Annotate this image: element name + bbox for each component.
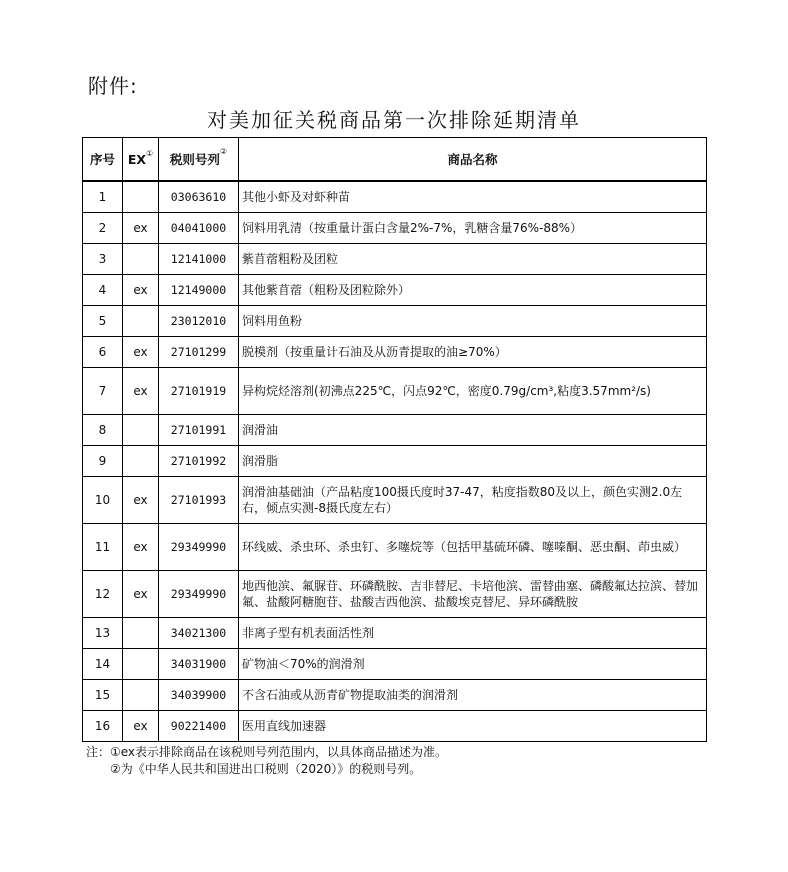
table-row (83, 306, 707, 337)
cell-tariff-code: 27101299 (159, 337, 239, 368)
cell-product-name: 异构烷烃溶剂(初沸点225℃，闪点92℃，密度0.79g/cm³,粘度3.57mm²/s) (239, 368, 707, 415)
cell-no: 12 (83, 571, 123, 618)
cell-ex: ex (123, 477, 159, 524)
footnote-2: ②为《中华人民共和国进出口税则（2020）》的税则号列。 (110, 762, 422, 776)
cell-product-name: 润滑脂 (239, 446, 707, 477)
cell-product-name: 不含石油或从沥青矿物提取油类的润滑剂 (239, 680, 707, 711)
cell-tariff-code: 34021300 (159, 618, 239, 649)
cell-no: 3 (83, 244, 123, 275)
table-row (83, 524, 707, 571)
cell-ex: ex (123, 368, 159, 415)
cell-ex (123, 618, 159, 649)
cell-product-name: 非离子型有机表面活性剂 (239, 618, 707, 649)
table-row (83, 711, 707, 742)
cell-ex: ex (123, 571, 159, 618)
cell-tariff-code: 34039900 (159, 680, 239, 711)
exclusion-list-table (82, 137, 707, 742)
header-no: 序号 (83, 138, 123, 182)
footnote-mark-2: ② (219, 147, 228, 156)
cell-tariff-code: 04041000 (159, 213, 239, 244)
cell-ex (123, 446, 159, 477)
cell-ex (123, 181, 159, 213)
cell-ex: ex (123, 213, 159, 244)
cell-tariff-code: 27101992 (159, 446, 239, 477)
cell-tariff-code: 23012010 (159, 306, 239, 337)
cell-ex: ex (123, 275, 159, 306)
cell-ex: ex (123, 524, 159, 571)
header-tariff-code: 税则号列② (159, 138, 239, 182)
footnote-mark-1: ① (146, 148, 154, 158)
cell-tariff-code: 34031900 (159, 649, 239, 680)
cell-no: 15 (83, 680, 123, 711)
cell-product-name: 医用直线加速器 (239, 711, 707, 742)
table-row (83, 477, 707, 524)
cell-no: 1 (83, 181, 123, 213)
cell-product-name: 饲料用乳清（按重量计蛋白含量2%-7%，乳糖含量76%-88%） (239, 213, 707, 244)
table-row (83, 244, 707, 275)
cell-product-name: 矿物油＜70%的润滑剂 (239, 649, 707, 680)
table-row (83, 213, 707, 244)
table-header-row (83, 138, 707, 182)
cell-tariff-code: 90221400 (159, 711, 239, 742)
table-row (83, 571, 707, 618)
table-row (83, 337, 707, 368)
cell-no: 9 (83, 446, 123, 477)
cell-tariff-code: 27101919 (159, 368, 239, 415)
cell-no: 16 (83, 711, 123, 742)
header-ex: EX① (123, 138, 159, 182)
cell-product-name: 润滑油 (239, 415, 707, 446)
cell-no: 8 (83, 415, 123, 446)
cell-tariff-code: 29349990 (159, 524, 239, 571)
cell-tariff-code: 27101991 (159, 415, 239, 446)
cell-product-name: 脱模剂（按重量计石油及从沥青提取的油≥70%） (239, 337, 707, 368)
table-row (83, 680, 707, 711)
cell-no: 10 (83, 477, 123, 524)
cell-ex (123, 415, 159, 446)
cell-ex: ex (123, 711, 159, 742)
table-row (83, 181, 707, 213)
cell-product-name: 地西他滨、氟脲苷、环磷酰胺、吉非替尼、卡培他滨、雷替曲塞、磷酸氟达拉滨、替加氟、盐酸阿糖胞苷、盐酸吉西他滨、盐酸埃克替尼、异环磷酰胺 (239, 571, 707, 618)
cell-no: 11 (83, 524, 123, 571)
cell-ex (123, 306, 159, 337)
cell-no: 5 (83, 306, 123, 337)
table-row (83, 275, 707, 306)
table-row (83, 368, 707, 415)
cell-no: 7 (83, 368, 123, 415)
cell-no: 4 (83, 275, 123, 306)
cell-tariff-code: 29349990 (159, 571, 239, 618)
table-row (83, 415, 707, 446)
footnotes (86, 744, 447, 778)
cell-no: 6 (83, 337, 123, 368)
cell-ex: ex (123, 337, 159, 368)
table-row (83, 649, 707, 680)
attachment-label: 附件: (88, 74, 138, 98)
cell-tariff-code: 12141000 (159, 244, 239, 275)
table-row (83, 618, 707, 649)
cell-ex (123, 680, 159, 711)
cell-product-name: 其他紫苜蓿（粗粉及团粒除外） (239, 275, 707, 306)
cell-no: 2 (83, 213, 123, 244)
cell-ex (123, 649, 159, 680)
table-row (83, 446, 707, 477)
cell-product-name: 环线威、杀虫环、杀虫钉、多噻烷等（包括甲基硫环磷、噻嗪酮、恶虫酮、茚虫威） (239, 524, 707, 571)
cell-tariff-code: 03063610 (159, 181, 239, 213)
cell-no: 14 (83, 649, 123, 680)
cell-product-name: 其他小虾及对虾种苗 (239, 181, 707, 213)
cell-no: 13 (83, 618, 123, 649)
cell-tariff-code: 27101993 (159, 477, 239, 524)
cell-product-name: 紫苜蓿粗粉及团粒 (239, 244, 707, 275)
document-title: 对美加征关税商品第一次排除延期清单 (207, 108, 581, 132)
header-product-name: 商品名称 (239, 138, 707, 182)
cell-product-name: 饲料用鱼粉 (239, 306, 707, 337)
cell-tariff-code: 12149000 (159, 275, 239, 306)
footnote-1: 注：①ex表示排除商品在该税则号列范围内，以具体商品描述为准。 (86, 745, 448, 759)
cell-product-name: 润滑油基础油（产品粘度100摄氏度时37-47，粘度指数80及以上，颜色实测2.0左右，倾点实测-8摄氏度左右） (239, 477, 707, 524)
cell-ex (123, 244, 159, 275)
